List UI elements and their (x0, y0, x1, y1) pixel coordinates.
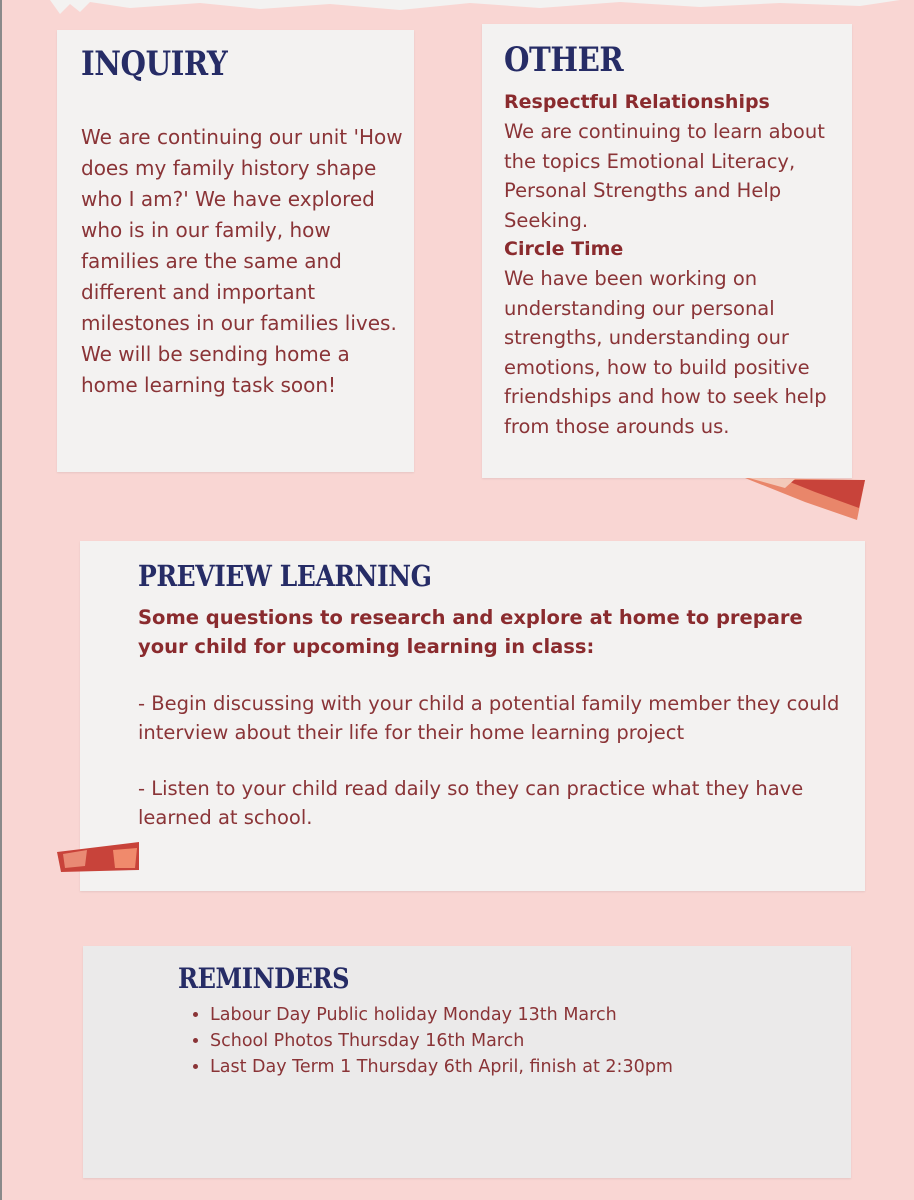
reminders-heading: REMINDERS (178, 962, 350, 995)
inquiry-body: We are continuing our unit 'How does my family history shape who I am?' We have explored who is in our family, how families are the same and different and important milestones in our families lives. We will be sending home a home learning task soon! (81, 125, 403, 397)
inquiry-heading: INQUIRY (81, 44, 228, 84)
respectful-relationships-title: Respectful Relationships (504, 91, 770, 113)
respectful-relationships-body: We are continuing to learn about the topics Emotional Literacy, Personal Strengths and Help Seeking. (504, 120, 825, 232)
page-left-border (0, 0, 2, 1200)
circle-time-body: We have been working on understanding our personal strengths, understanding our emotions, how to build positive friendships and how to seek help from those arounds us. (504, 267, 827, 438)
reminders-card (83, 946, 851, 1178)
torn-piece-decoration (57, 840, 141, 874)
other-heading: OTHER (504, 40, 624, 80)
preview-learning-card (80, 541, 865, 891)
other-card (482, 24, 852, 478)
preview-learning-item: - Listen to your child read daily so they can practice what they have learned at school. (138, 777, 804, 829)
inquiry-torn-edge (57, 423, 414, 473)
preview-learning-heading: PREVIEW LEARNING (138, 559, 432, 593)
circle-time-title: Circle Time (504, 238, 624, 260)
reminder-item: • Last Day Term 1 Thursday 6th April, finish at 2:30pm (210, 1054, 673, 1080)
reminder-item: • School Photos Thursday 16th March (210, 1028, 673, 1054)
top-torn-paper (0, 0, 914, 20)
preview-learning-item: - Begin discussing with your child a potential family member they could interview about their life for their home learning project (138, 692, 840, 744)
reminders-list (183, 1002, 673, 1080)
torn-strip-decoration (745, 474, 867, 522)
reminder-item: • Labour Day Public holiday Monday 13th March (210, 1002, 673, 1028)
other-content (504, 88, 844, 441)
inquiry-card (57, 30, 414, 472)
preview-learning-intro: Some questions to research and explore at home to prepare your child for upcoming learning in class: (138, 606, 803, 658)
